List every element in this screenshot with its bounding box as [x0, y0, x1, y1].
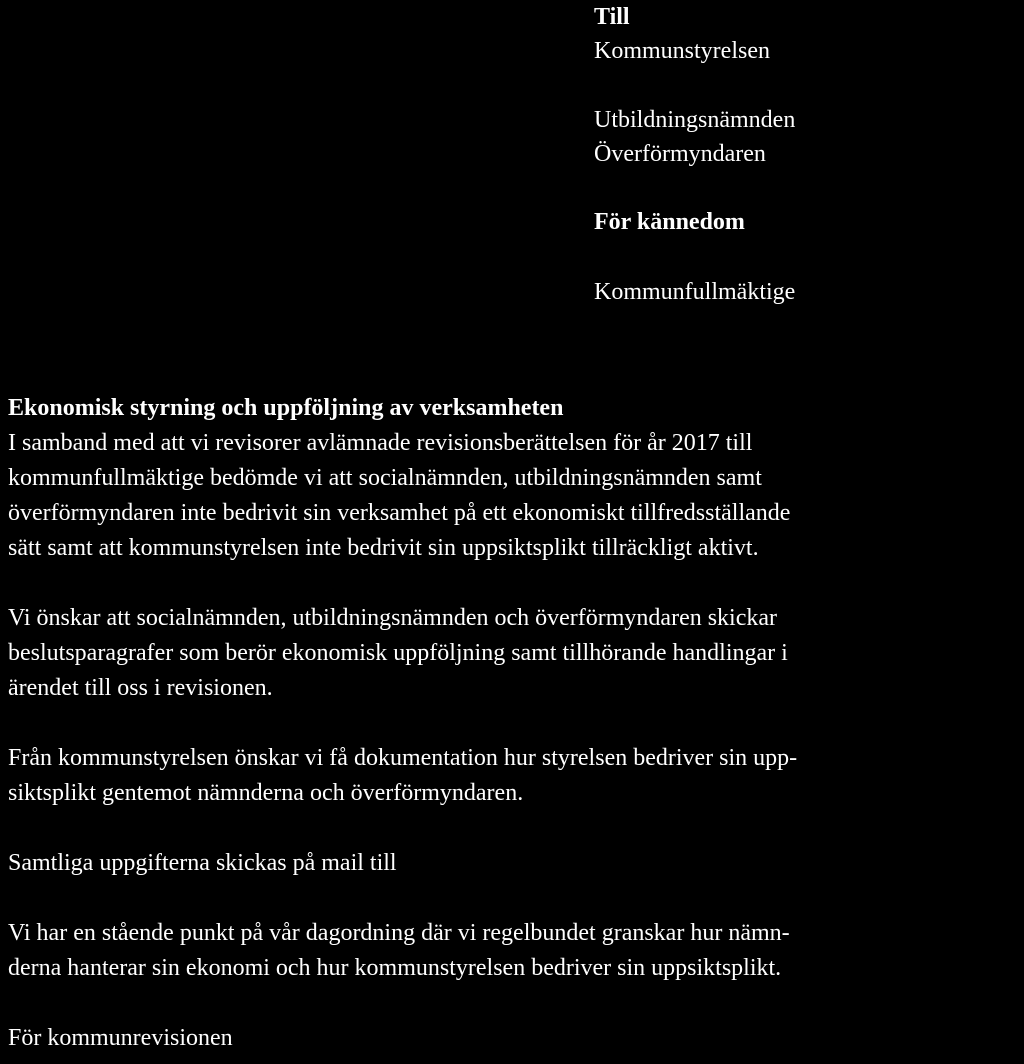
paragraph-2-line-2: beslutsparagrafer som berör ekonomisk uppföljning samt tillhörande handlingar i — [8, 640, 788, 666]
closing-line: För kommunrevisionen — [8, 1025, 233, 1051]
recipient-kommunstyrelsen: Kommunstyrelsen — [594, 38, 770, 64]
paragraph-3-line-2: siktsplikt gentemot nämnderna och överförmyndaren. — [8, 780, 524, 806]
paragraph-1-line-3: överförmyndaren inte bedrivit sin verksamhet på ett ekonomiskt tillfredsställande — [8, 500, 791, 526]
paragraph-2-line-3: ärendet till oss i revisionen. — [8, 675, 273, 701]
letter-body — [8, 391, 1018, 1056]
cc-label: För kännedom — [594, 209, 745, 235]
paragraph-3-line-1: Från kommunstyrelsen önskar vi få dokumentation hur styrelsen bedriver sin upp- — [8, 745, 798, 771]
cc-kommunfullmaktige: Kommunfullmäktige — [594, 279, 796, 305]
paragraph-4 — [8, 846, 1018, 881]
paragraph-1 — [8, 426, 1018, 566]
recipient-overformyndaren: Överförmyndaren — [594, 141, 766, 167]
paragraph-1-line-4: sätt samt att kommunstyrelsen inte bedrivit sin uppsiktsplikt tillräckligt aktivt. — [8, 535, 759, 561]
paragraph-4-line-1: Samtliga uppgifterna skickas på mail till — [8, 850, 397, 876]
paragraph-5 — [8, 916, 1018, 986]
recipient-block — [594, 0, 1014, 309]
recipient-utbildningsnamnden: Utbildningsnämnden — [594, 107, 796, 133]
paragraph-2 — [8, 601, 1018, 706]
paragraph-1-line-1: I samband med att vi revisorer avlämnade revisionsberättelsen för år 2017 till — [8, 430, 753, 456]
paragraph-5-line-2: derna hanterar sin ekonomi och hur kommunstyrelsen bedriver sin uppsiktsplikt. — [8, 955, 782, 981]
letter-heading: Ekonomisk styrning och uppföljning av verksamheten — [8, 395, 564, 421]
paragraph-3 — [8, 741, 1018, 811]
paragraph-5-line-1: Vi har en stående punkt på vår dagordning där vi regelbundet granskar hur nämn- — [8, 920, 790, 946]
paragraph-1-line-2: kommunfullmäktige bedömde vi att socialnämnden, utbildningsnämnden samt — [8, 465, 762, 491]
to-label: Till — [594, 4, 630, 30]
paragraph-2-line-1: Vi önskar att socialnämnden, utbildningsnämnden och överförmyndaren skickar — [8, 605, 778, 631]
